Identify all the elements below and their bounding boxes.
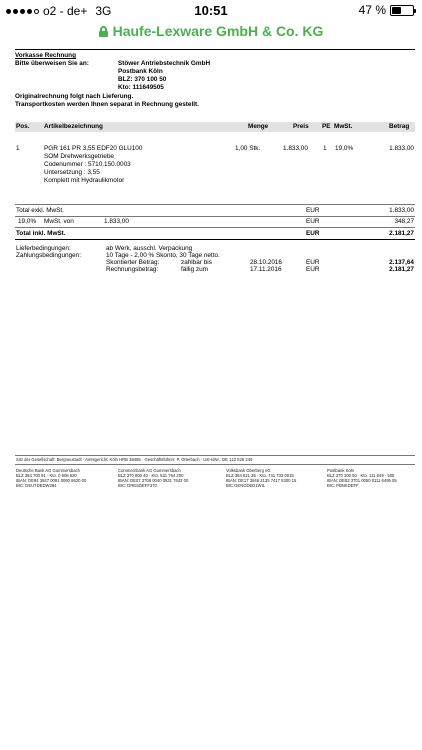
note-original: Originalrechnung folgt nach Lieferung. <box>15 93 134 100</box>
vat-divider <box>15 216 415 217</box>
battery-icon <box>390 5 414 16</box>
payee-blz: BLZ: 370 100 50 <box>118 76 167 83</box>
discount-currency: EUR <box>306 259 320 266</box>
clock: 10:51 <box>194 3 228 18</box>
bank-name: Commerzbank AG Gummersbach <box>118 468 181 473</box>
url-bar[interactable] <box>0 20 422 42</box>
item-vat: 19,0% <box>335 145 354 152</box>
vat-amount: 348,27 <box>394 218 414 225</box>
battery-percent: 47 % <box>358 3 386 17</box>
lock-icon <box>99 26 108 37</box>
item-desc-line: Untersetzung : 3,55 <box>44 169 100 176</box>
gross-divider-bottom <box>15 239 415 240</box>
payee-bank: Postbank Köln <box>118 68 163 75</box>
bank-postbank <box>327 468 397 488</box>
totals-divider <box>15 204 415 205</box>
gross-total-amount: 2.181,27 <box>389 230 414 237</box>
bank-blz: BLZ 370 100 50 · Kto. 111 649 · 505 <box>327 473 395 478</box>
note-transport: Transportkosten werden Ihnen separat in Rechnung gestellt. <box>15 101 199 108</box>
bank-bic: BIC: DRESDEFF370 <box>118 483 157 488</box>
payee-name: Stöwer Antriebstechnik GmbH <box>118 60 211 67</box>
gross-total-label: Total inkl. MwSt. <box>16 230 66 237</box>
col-pe: PE <box>322 123 331 130</box>
status-bar <box>0 0 422 20</box>
bank-name: Deutsche Bank AG Gummersbach <box>16 468 81 473</box>
col-qty: Menge <box>248 123 269 130</box>
discount-due: zahlbar bis <box>181 259 212 266</box>
invoice-document[interactable] <box>0 42 422 750</box>
item-price: 1.833,00 <box>283 145 308 152</box>
bank-iban: IBAN: DE17 3846 2135 7417 5300 15 <box>226 478 297 483</box>
invoice-date: 17.11.2016 <box>250 266 282 273</box>
discount-date: 28.10.2016 <box>250 259 282 266</box>
vat-rate: 19,0% <box>18 218 37 225</box>
carrier-name: o2 - de+ <box>43 4 88 18</box>
net-total-currency: EUR <box>306 207 320 214</box>
bank-commerzbank <box>118 468 188 488</box>
payment-terms-value: 10 Tage - 2,00 % Skonto, 30 Tage netto. <box>106 252 220 259</box>
delivery-terms-value: ab Werk, ausschl. Verpackung <box>106 245 193 252</box>
bank-iban: IBAN: DE83 3701 0050 0111 6495 05 <box>327 478 397 483</box>
col-article: Artikelbezeichnung <box>44 123 103 130</box>
bank-iban: IBAN: DE94 3847 0091 0060 8620 00 <box>16 478 87 483</box>
bank-bic: BIC:GENODED1WIL <box>226 483 266 488</box>
col-price: Preis <box>293 123 309 130</box>
discount-label: Skontierter Betrag: <box>106 259 160 266</box>
vat-base: 1.833,00 <box>104 218 129 225</box>
item-pe: 1 <box>323 145 327 152</box>
item-pos: 1 <box>16 145 20 152</box>
pay-to-label: Bitte überweisen Sie an: <box>15 60 89 67</box>
col-pos: Pos. <box>16 123 30 130</box>
bank-deutsche-bank <box>16 468 86 488</box>
vat-label: MwSt. von <box>44 218 74 225</box>
col-amount: Betrag <box>389 123 410 130</box>
vat-currency: EUR <box>306 218 320 225</box>
item-desc-line: SOM Drehwerksgetriebe <box>44 153 114 160</box>
footer-divider-2 <box>15 464 415 465</box>
invoice-amount-label: Rechnungsbetrag: <box>106 266 159 273</box>
bank-blz: BLZ 384 621 35 · Kto. 741 733 0015 <box>226 473 294 478</box>
item-name: PGR 161 PR 3,55 EDF20 GLU100 <box>44 145 143 152</box>
company-info-line: Sitz der Gesellschaft: Bergneustadt · Amtsgericht: Köln HRB 38485 · Geschäftsführer: P. Otterbach · Ust-IdNr.: DE 122 526 246 <box>16 457 253 462</box>
net-total-label: Total exkl. MwSt. <box>16 207 64 214</box>
bank-blz: BLZ 370 800 40 · Kto. 531 764 200 <box>118 473 184 478</box>
gross-total-currency: EUR <box>306 230 320 237</box>
bank-volksbank <box>226 468 296 488</box>
bank-blz: BLZ 384 700 91 · Kto. 0 608 620 <box>16 473 77 478</box>
battery-info <box>359 3 414 17</box>
gross-divider-top <box>15 227 415 228</box>
bank-iban: IBAN: DE07 3708 0040 0531 7642 00 <box>118 478 189 483</box>
delivery-terms-label: Lieferbedingungen: <box>16 245 71 252</box>
site-name: Haufe-Lexware GmbH & Co. KG <box>112 23 324 39</box>
invoice-amount: 2.181,27 <box>389 266 414 273</box>
bank-name: Postbank Köln <box>327 468 355 473</box>
item-qty: 1,00 Stk. <box>235 145 261 152</box>
invoice-currency: EUR <box>306 266 320 273</box>
bank-name: Volksbank Oberberg eG <box>226 468 271 473</box>
net-total-amount: 1.833,00 <box>389 207 414 214</box>
footer-divider <box>15 455 415 456</box>
col-vat: MwSt. <box>334 123 353 130</box>
payee-account: Kto: 111649505 <box>118 84 164 91</box>
item-desc-line: Codenummer : 5710.150.0003 <box>44 161 131 168</box>
discount-amount: 2.137,64 <box>389 259 414 266</box>
bank-bic: BIC: DEUTDEDW384 <box>16 483 57 488</box>
bank-bic: BIC: PBNKDEFF <box>327 483 359 488</box>
invoice-due: fällig zum <box>181 266 208 273</box>
payment-terms-label: Zahlungsbedingungen: <box>16 252 82 259</box>
invoice-title: Vorkasse Rechnung <box>15 52 76 59</box>
item-amount: 1.833,00 <box>389 145 414 152</box>
item-desc-line: Komplett mit Hydraulikmotor <box>44 177 125 184</box>
top-divider <box>15 49 415 50</box>
network-type: 3G <box>95 4 112 18</box>
